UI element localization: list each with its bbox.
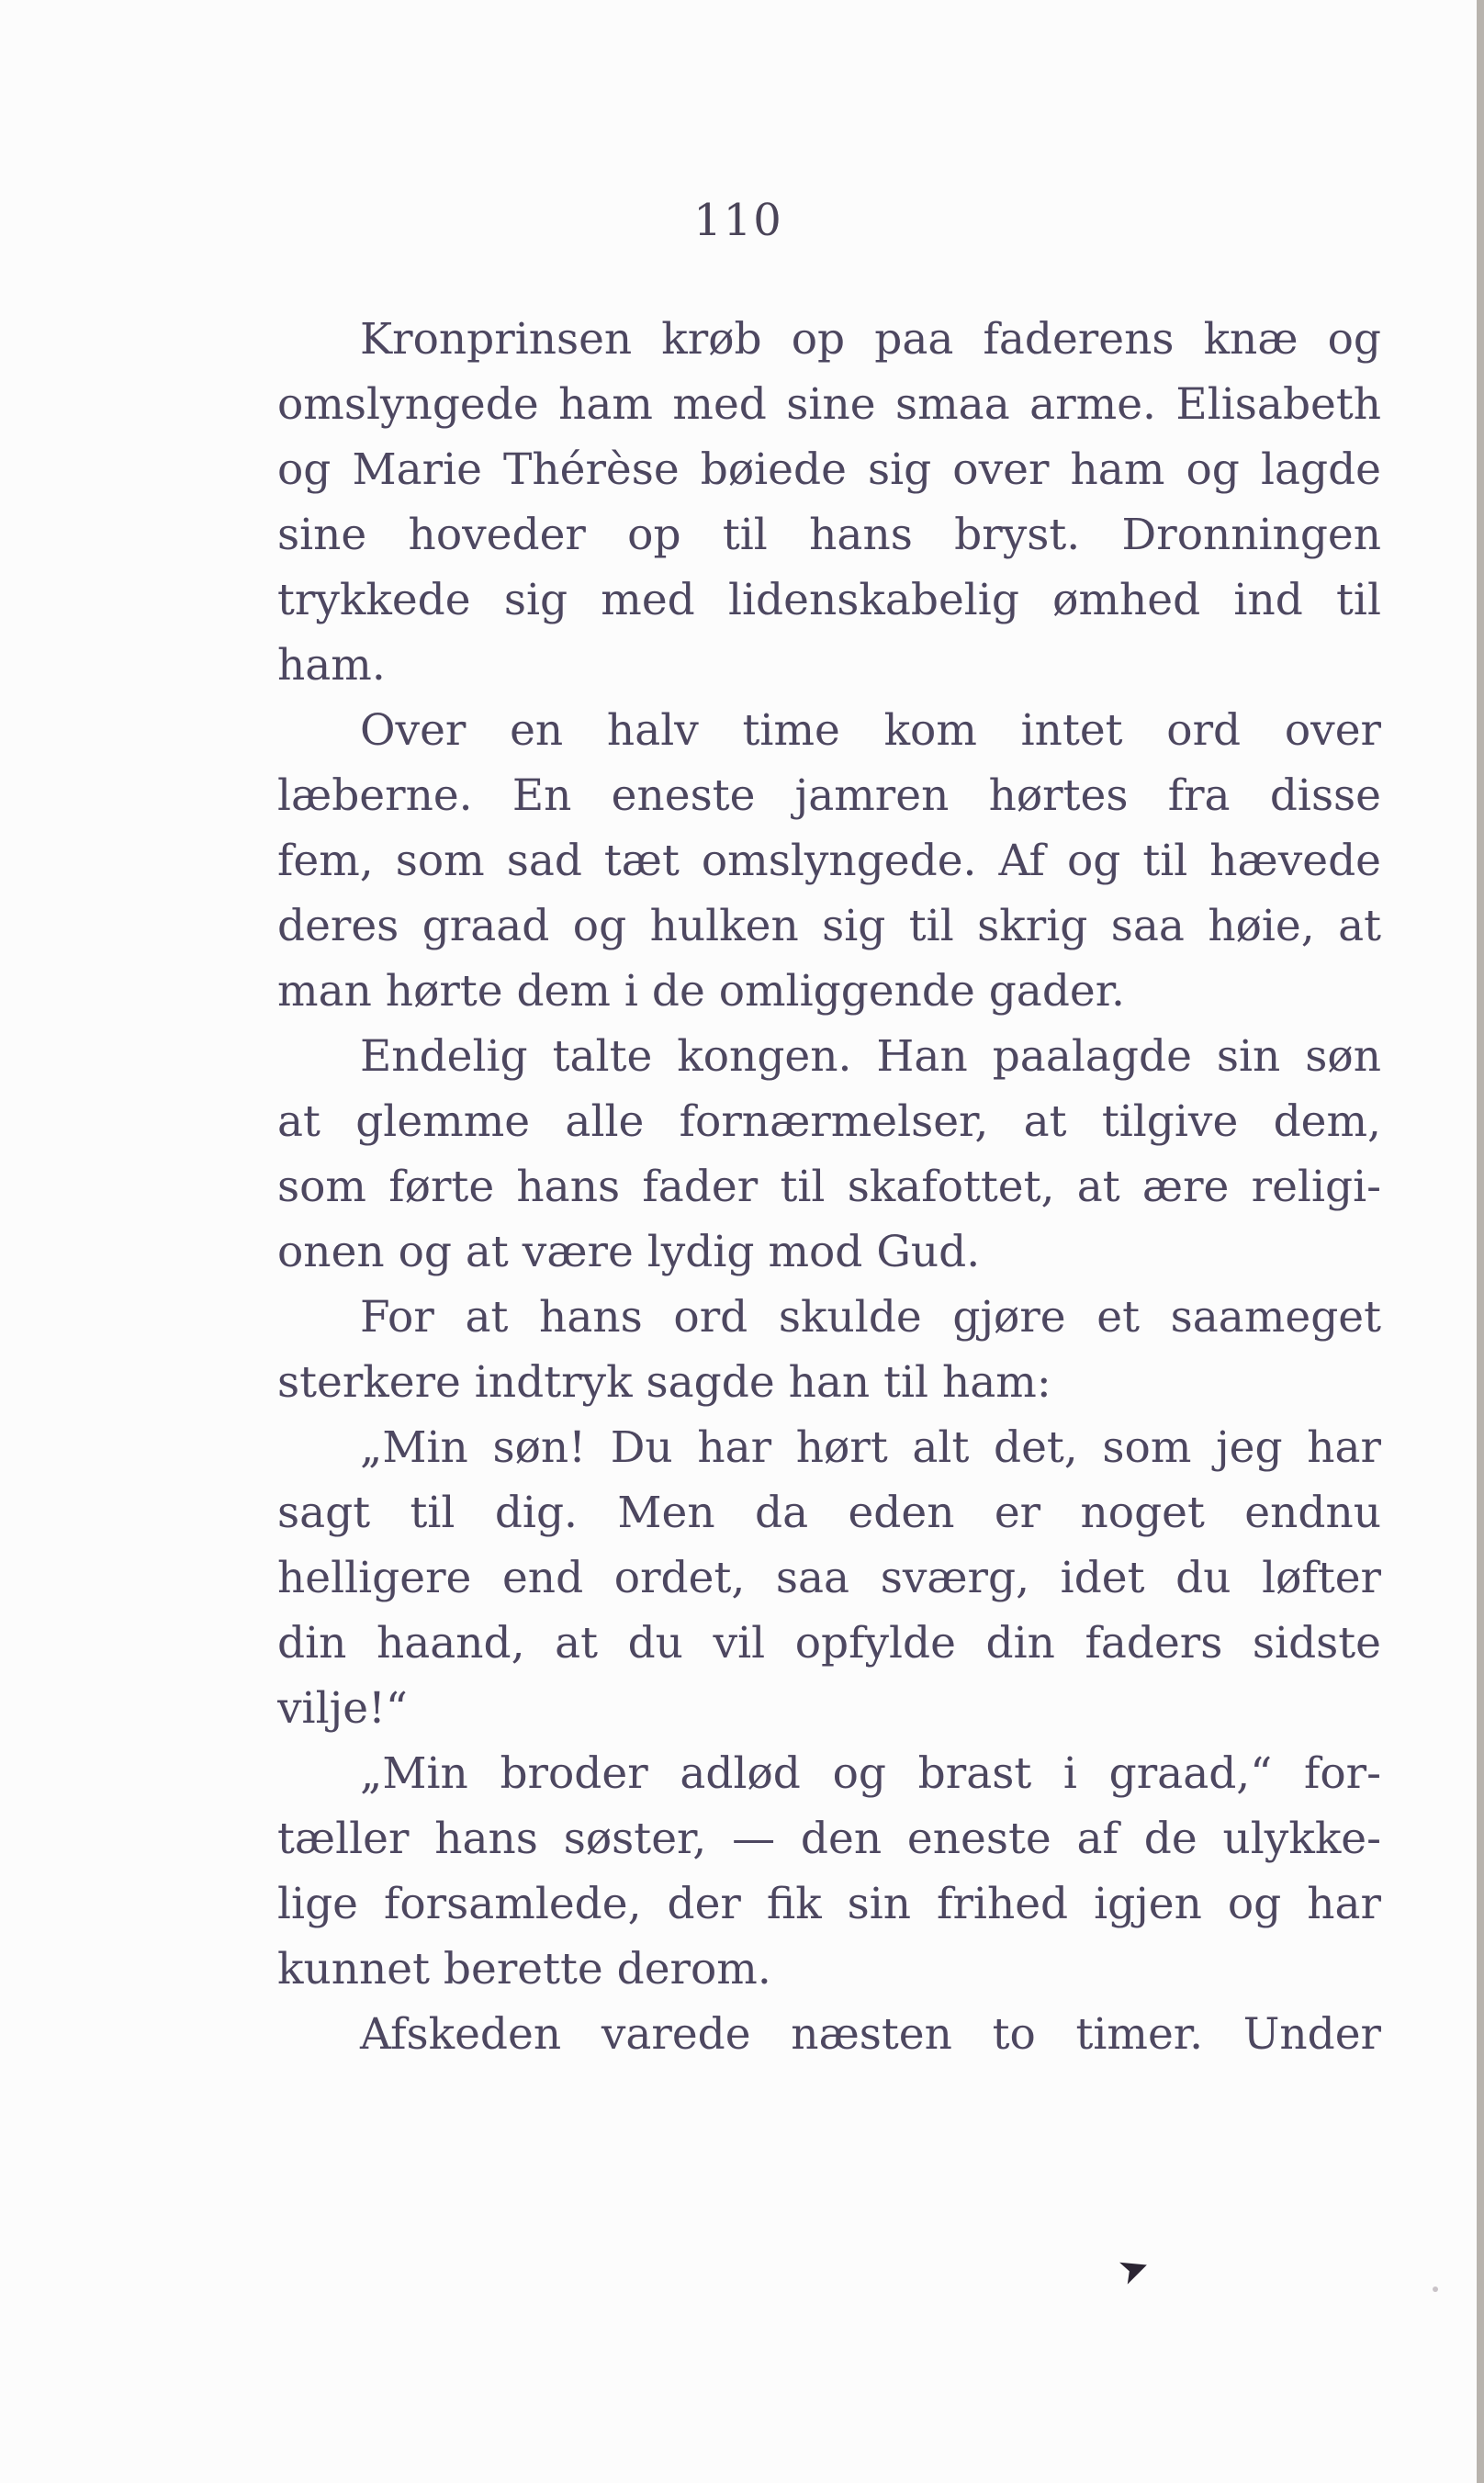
text-line: Endelig talte kongen. Han paalagde sin søn [360, 1031, 1381, 1082]
text-line: deres graad og hulken sig til skrig saa høie, at [277, 901, 1381, 951]
text-line: læberne. En eneste jamren hørtes fra disse [277, 770, 1381, 821]
text-line: sine hoveder op til hans bryst. Dronningen [277, 510, 1381, 560]
text-line: ham. [277, 640, 386, 691]
text-line: onen og at være lydig mod Gud. [277, 1227, 981, 1277]
text-line: Afskeden varede næsten to timer. Under [360, 2009, 1381, 2060]
text-line: „Min broder adlød og brast i graad,“ for- [360, 1748, 1381, 1799]
text-line: at glemme alle fornærmelser, at tilgive dem, [277, 1096, 1381, 1147]
text-line: og Marie Thérèse bøiede sig over ham og lagde [277, 444, 1381, 495]
text-line: tæller hans søster, — den eneste af de ulykke- [277, 1814, 1381, 1864]
ink-mark: ➤ [1112, 2243, 1156, 2295]
text-line: din haand, at du vil opfylde din faders sidste [277, 1618, 1381, 1668]
text-line: „Min søn! Du har hørt alt det, som jeg har [360, 1422, 1381, 1473]
text-line: fem, som sad tæt omslyngede. Af og til hævede [277, 836, 1381, 886]
body-text [277, 307, 1381, 2067]
page-number: 110 [693, 195, 783, 246]
paper-speck [1433, 2286, 1438, 2292]
text-line: vilje!“ [277, 1683, 408, 1734]
text-line: helligere end ordet, saa sværg, idet du løfter [277, 1553, 1381, 1603]
text-line: Over en halv time kom intet ord over [360, 705, 1381, 756]
text-line: For at hans ord skulde gjøre et saameget [360, 1292, 1381, 1343]
text-line: sagt til dig. Men da eden er noget endnu [277, 1488, 1381, 1538]
text-line: Kronprinsen krøb op paa faderens knæ og [360, 314, 1381, 365]
text-line: omslyngede ham med sine smaa arme. Elisabeth [277, 379, 1381, 430]
text-line: sterkere indtryk sagde han til ham: [277, 1357, 1051, 1408]
text-line: trykkede sig med lidenskabelig ømhed ind til [277, 575, 1381, 625]
text-line: kunnet berette derom. [277, 1944, 771, 1994]
text-line: som førte hans fader til skafottet, at ære religi- [277, 1162, 1381, 1212]
text-line: man hørte dem i de omliggende gader. [277, 966, 1125, 1017]
text-line: lige forsamlede, der fik sin frihed igjen og har [277, 1879, 1381, 1929]
